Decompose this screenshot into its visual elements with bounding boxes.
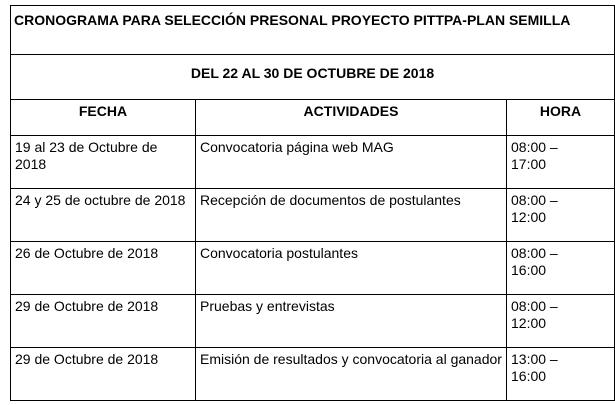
hora-text: 08:00 – 12:00 — [511, 192, 558, 225]
cell-actividad: Convocatoria postulantes — [196, 242, 507, 295]
cell-hora — [507, 348, 615, 401]
cell-hora — [507, 189, 615, 242]
cell-fecha: 29 de Octubre de 2018 — [11, 348, 196, 401]
header-actividades: ACTIVIDADES — [196, 100, 507, 136]
hora-text: 08:00 – 17:00 — [511, 139, 558, 172]
cell-actividad: Convocatoria página web MAG — [196, 136, 507, 189]
cell-hora — [507, 136, 615, 189]
cell-fecha: 26 de Octubre de 2018 — [11, 242, 196, 295]
cell-hora — [507, 242, 615, 295]
header-fecha: FECHA — [11, 100, 196, 136]
table-row — [11, 295, 615, 348]
cell-fecha: 29 de Octubre de 2018 — [11, 295, 196, 348]
hora-text: 08:00 – 12:00 — [511, 298, 558, 331]
header-row — [11, 100, 615, 136]
document-title: CRONOGRAMA PARA SELECCIÓN PRESONAL PROYECTO PITTPA-PLAN SEMILLA — [11, 6, 615, 55]
header-hora: HORA — [507, 100, 615, 136]
cell-actividad: Pruebas y entrevistas — [196, 295, 507, 348]
schedule-table — [10, 5, 615, 401]
cell-fecha: 19 al 23 de Octubre de 2018 — [11, 136, 196, 189]
document-subtitle: DEL 22 AL 30 DE OCTUBRE DE 2018 — [11, 55, 615, 100]
subtitle-row — [11, 55, 615, 100]
hora-text: 13:00 – 16:00 — [511, 351, 558, 384]
cell-actividad: Emisión de resultados y convocatoria al ganador — [196, 348, 507, 401]
table-row — [11, 242, 615, 295]
cell-hora — [507, 295, 615, 348]
table-row — [11, 136, 615, 189]
hora-text: 08:00 – 16:00 — [511, 245, 558, 278]
table-row — [11, 348, 615, 401]
table-row — [11, 189, 615, 242]
title-row — [11, 6, 615, 55]
cell-actividad: Recepción de documentos de postulantes — [196, 189, 507, 242]
cell-fecha: 24 y 25 de octubre de 2018 — [11, 189, 196, 242]
